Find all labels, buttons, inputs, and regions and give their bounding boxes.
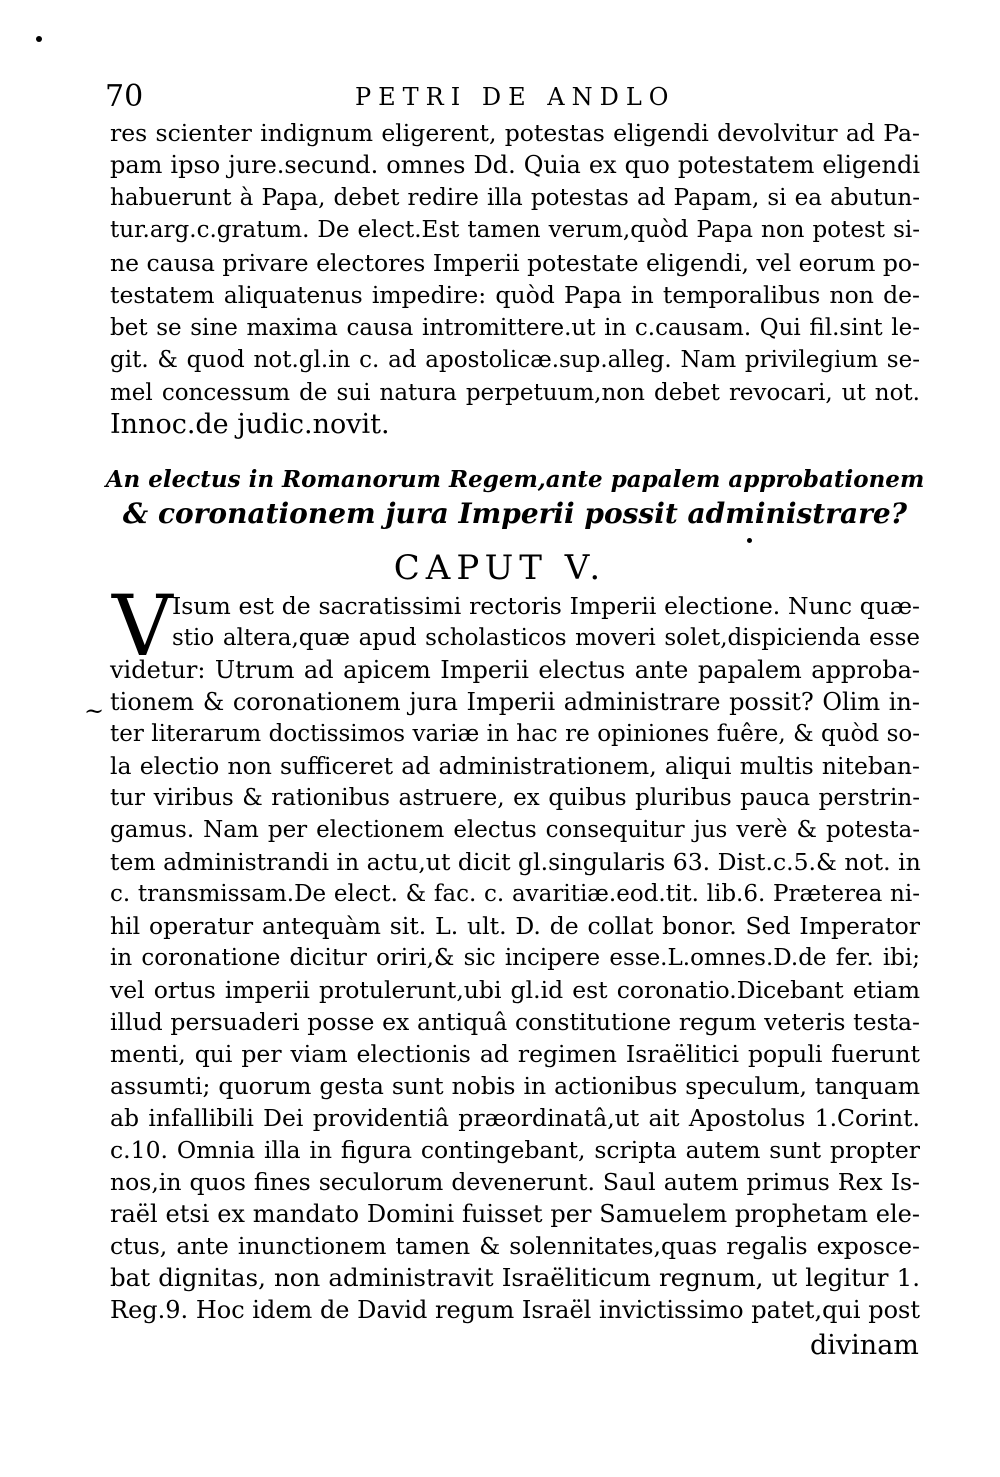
text-line: ne causa privare electores Imperii potestate eligendi, vel eorum po- — [110, 249, 920, 277]
chapter-title: CAPUT V. — [393, 548, 607, 588]
text-line: videtur: Utrum ad apicem Imperii electus ante papalem approba- — [110, 656, 920, 684]
catchword: divinam — [810, 1330, 919, 1361]
text-line: habuerunt à Papa, debet redire illa potestas ad Papam, si ea abutun- — [110, 185, 920, 211]
text-line: tionem & coronationem jura Imperii administrare possit? Olim in- — [110, 688, 920, 716]
text-line: tur viribus & rationibus astruere, ex quibus pluribus pauca perstrin- — [110, 785, 920, 811]
text-line: illud persuaderi posse ex antiquâ constitutione regum veteris testa- — [110, 1008, 920, 1036]
text-line: menti, qui per viam electionis ad regimen Israëlitici populi fuerunt — [110, 1040, 920, 1068]
text-line: nos,in quos fines seculorum devenerunt. Saul autem primus Rex Is- — [110, 1168, 920, 1196]
scan-speck — [747, 538, 752, 543]
section-heading-line: & coronationem jura Imperii possit administrare? — [122, 497, 908, 530]
text-line: bet se sine maxima causa intromittere.ut in c.causam. Qui fil.sint le- — [110, 315, 920, 341]
drop-cap: V — [112, 577, 173, 675]
text-line: la electio non sufficeret ad administrationem, aliqui multis niteban- — [110, 752, 920, 780]
text-line: res scienter indignum eligerent, potestas eligendi devolvitur ad Pa- — [110, 119, 920, 147]
text-line: c.10. Omnia illa in figura contingebant, scripta autem sunt propter — [110, 1136, 920, 1164]
text-line: tur.arg.c.gratum. De elect.Est tamen verum,quòd Papa non potest si- — [110, 217, 920, 243]
text-line: gamus. Nam per electionem electus consequitur jus verè & potesta- — [110, 817, 920, 843]
scan-speck — [36, 36, 42, 42]
text-line: vel ortus imperii protulerunt,ubi gl.id est coronatio.Dicebant etiam — [110, 976, 920, 1004]
text-line: ter literarum doctissimos variæ in hac re opiniones fuêre, & quòd so- — [110, 721, 920, 747]
text-line: bat dignitas, non administravit Israëliticum regnum, ut legitur 1. — [110, 1263, 920, 1292]
text-line: ctus, ante inunctionem tamen & solennitates,quas regalis exposce- — [110, 1232, 920, 1260]
text-line: git. & quod not.gl.in c. ad apostolicæ.sup.alleg. Nam privilegium se- — [110, 347, 920, 373]
page-number: 70 — [105, 79, 144, 114]
text-line: Innoc.de judic.novit. — [110, 409, 390, 440]
text-line: mel concessum de sui natura perpetuum,non debet revocari, ut not. — [110, 380, 920, 406]
text-line: testatem aliquatenus impedire: quòd Papa in temporalibus non de- — [110, 281, 920, 309]
text-line: hil operatur antequàm sit. L. ult. D. de collat bonor. Sed Imperator — [110, 912, 920, 940]
text-line: raël etsi ex mandato Domini fuisset per Samuelem prophetam ele- — [110, 1200, 920, 1228]
text-line: pam ipso jure.secund. omnes Dd. Quia ex quo potestatem eligendi — [110, 151, 920, 179]
text-line: ab infallibili Dei providentiâ præordinatâ,ut ait Apostolus 1.Corint. — [110, 1104, 920, 1132]
running-title: PETRI DE ANDLO — [355, 83, 676, 111]
text-line: Isum est de sacratissimi rectoris Imperii electione. Nunc quæ- — [172, 592, 920, 620]
text-line: tem administrandi in actu,ut dicit gl.singularis 63. Dist.c.5.& not. in — [110, 848, 921, 876]
running-header — [105, 80, 920, 118]
margin-mark: ~ — [84, 697, 105, 725]
text-line: Reg.9. Hoc idem de David regum Israël invictissimo patet,qui post — [110, 1296, 920, 1324]
section-heading-line: An electus in Romanorum Regem,ante papalem approbationem — [105, 466, 925, 493]
text-line: c. transmissam.De elect. & fac. c. avaritiæ.eod.tit. lib.6. Præterea ni- — [110, 881, 920, 907]
text-line: in coronatione dicitur oriri,& sic incipere esse.L.omnes.D.de fer. ibi; — [110, 945, 920, 971]
text-line: assumti; quorum gesta sunt nobis in actionibus speculum, tanquam — [110, 1072, 920, 1100]
text-line: stio altera,quæ apud scholasticos moveri solet,dispicienda esse — [172, 625, 920, 651]
